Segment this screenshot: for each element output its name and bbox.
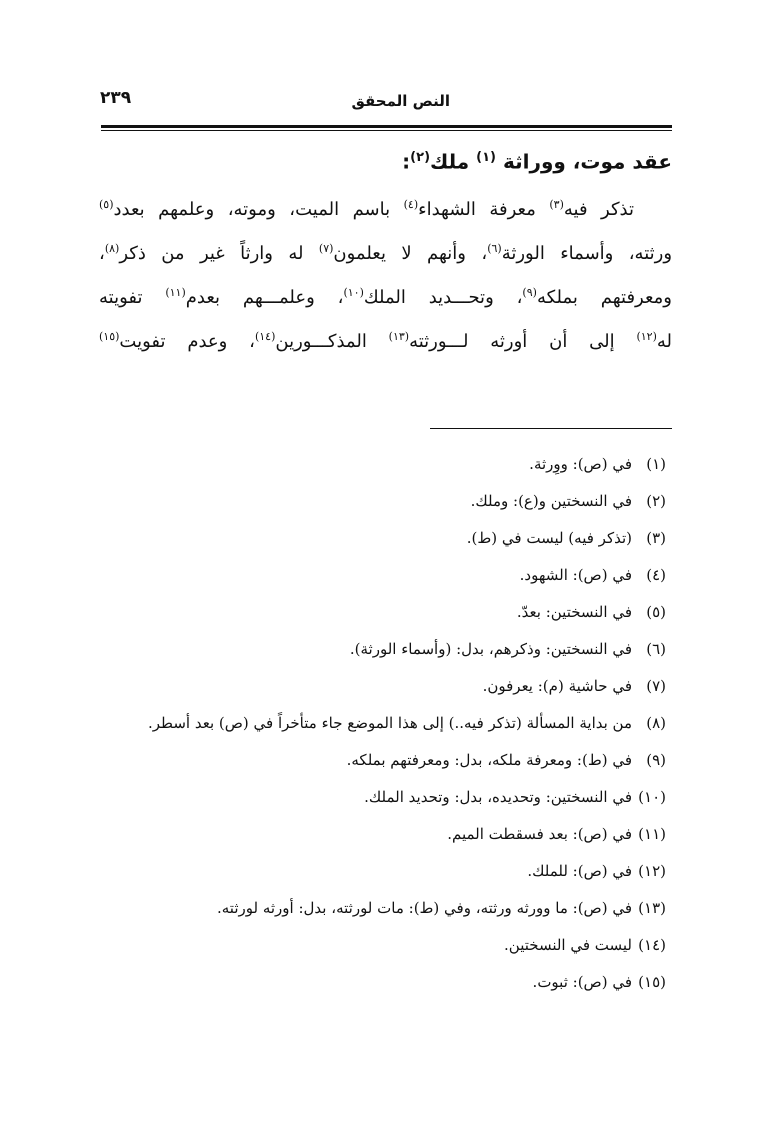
footnote xyxy=(106,520,666,557)
footnote-ref[interactable]: (٤) xyxy=(403,198,419,211)
footnote xyxy=(106,557,666,594)
heading-text-end: : xyxy=(402,149,411,174)
footnote-ref[interactable]: (٥) xyxy=(99,198,114,211)
footnote xyxy=(106,631,666,668)
running-header xyxy=(100,88,672,118)
footnote xyxy=(106,927,666,964)
footnote xyxy=(106,594,666,631)
footnote xyxy=(106,483,666,520)
footnote-number: (٨) xyxy=(646,714,666,732)
body-text-segment: ومعرفتهم بملكه xyxy=(536,287,673,308)
footnote-text: في (ص): الشهود. xyxy=(519,566,632,584)
footnote-number: (١٠) xyxy=(638,788,666,806)
footnote xyxy=(106,705,666,742)
body-text-segment: تفويته xyxy=(99,287,166,308)
footnote-number: (١٢) xyxy=(638,862,666,880)
footnote xyxy=(106,779,666,816)
footnote xyxy=(106,668,666,705)
footnote-ref[interactable]: (١٣) xyxy=(388,330,410,343)
footnote-ref[interactable]: (٨) xyxy=(104,242,120,255)
footnote-list xyxy=(106,446,666,1001)
footnote-number: (٩) xyxy=(646,751,666,769)
heading-footnote-ref-1[interactable]: (١) xyxy=(476,150,496,165)
footnote-text: في حاشية (م): يعرفون. xyxy=(482,677,632,695)
footnote-ref[interactable]: (٧) xyxy=(318,242,334,255)
section-heading xyxy=(100,143,672,177)
body-text-segment: تذكر فيه xyxy=(563,199,634,220)
footnote-text: في (ص): ثبوت. xyxy=(532,973,632,991)
body-text-segment: ، وعلمـــهم بعدم xyxy=(185,287,344,308)
footnote-number: (٥) xyxy=(646,603,666,621)
footnote-ref[interactable]: (٩) xyxy=(522,286,537,299)
header-rule-thick xyxy=(101,125,672,128)
footnote-number: (٣) xyxy=(646,529,666,547)
footnote-number: (٦) xyxy=(646,640,666,658)
body-text-segment: له xyxy=(656,331,672,352)
footnote-number: (١٣) xyxy=(638,899,666,917)
footnote xyxy=(106,964,666,1001)
footnote xyxy=(106,446,666,483)
footnote xyxy=(106,816,666,853)
footnote-ref[interactable]: (١٤) xyxy=(254,330,276,343)
footnote-number: (١١) xyxy=(638,825,666,843)
body-line xyxy=(99,188,672,232)
footnote-ref[interactable]: (١٠) xyxy=(343,286,364,299)
body-text-segment: باسم الميت، وموته، وعلمهم بعدد xyxy=(113,199,404,220)
footnote-text: في النسختين: وذكرهم، بدل: (وأسماء الورثة). xyxy=(349,640,632,658)
footnote-text: في النسختين و(ع): وملك. xyxy=(470,492,632,510)
footnote-ref[interactable]: (٣) xyxy=(549,198,564,211)
footnote xyxy=(106,853,666,890)
header-rule-thin xyxy=(101,130,672,131)
body-text-segment: معرفة الشهداء xyxy=(418,199,550,220)
heading-text-mid: ملك xyxy=(430,149,470,174)
footnote-ref[interactable]: (١٢) xyxy=(636,330,657,343)
footnote-ref[interactable]: (١١) xyxy=(165,286,186,299)
body-text-segment: ، وتحـــديد الملك xyxy=(363,287,523,308)
body-text-segment: ورثته، وأسماء الورثة xyxy=(501,243,673,264)
body-text-segment: ، xyxy=(99,243,105,264)
header-title: النص المحقق xyxy=(351,92,450,110)
heading-text-start: عقد موت، ووراثة xyxy=(502,149,672,174)
footnote-text: في (ط): ومعرفة ملكه، بدل: ومعرفتهم بملكه. xyxy=(346,751,632,769)
footnote-text: في (ص): ما وورثه ورثته، وفي (ط): مات لورثته، بدل: أورثه لورثته. xyxy=(216,899,632,917)
heading-footnote-ref-2[interactable]: (٢) xyxy=(410,150,431,165)
footnote-number: (١) xyxy=(646,455,666,473)
footnote-number: (٢) xyxy=(646,492,666,510)
footnote-text: في النسختين: بعدّ. xyxy=(516,603,632,621)
footnote-number: (٧) xyxy=(646,677,666,695)
footnote-text: في (ص): ووِرثة. xyxy=(529,455,632,473)
footnote-number: (١٤) xyxy=(638,936,666,954)
body-line xyxy=(99,276,672,320)
footnote-ref[interactable]: (٦) xyxy=(487,242,502,255)
footnote-text: من بداية المسألة (تذكر فيه..) إلى هذا الموضع جاء متأخراً في (ص) بعد أسطر. xyxy=(148,714,632,732)
body-line xyxy=(99,320,672,364)
page-number: ٢٣٩ xyxy=(100,88,132,108)
body-text-segment: له وارثاً غير من ذكر xyxy=(119,243,319,264)
body-text-segment: المذكـــورين xyxy=(275,331,389,352)
footnote-text: (تذكر فيه) ليست في (ط). xyxy=(466,529,632,547)
footnote-text: ليست في النسختين. xyxy=(504,936,632,954)
body-text-segment: إلى أن أورثه لـــورثته xyxy=(409,331,637,352)
body-line xyxy=(99,232,672,276)
footnote-text: في النسختين: وتحديده، بدل: وتحديد الملك. xyxy=(364,788,632,806)
footnote-text: في (ص): للملك. xyxy=(527,862,632,880)
footnote-number: (١٥) xyxy=(638,973,666,991)
footnote-separator xyxy=(430,428,672,429)
body-text-segment: ، وعدم تفويت xyxy=(119,331,255,352)
footnote xyxy=(106,890,666,927)
footnote-text: في (ص): بعد فسقطت الميم. xyxy=(447,825,632,843)
body-paragraph xyxy=(99,188,672,364)
footnote xyxy=(106,742,666,779)
footnote-number: (٤) xyxy=(646,566,666,584)
footnote-ref[interactable]: (١٥) xyxy=(99,330,120,343)
body-text-segment: ، وأنهم لا يعلمون xyxy=(333,243,488,264)
